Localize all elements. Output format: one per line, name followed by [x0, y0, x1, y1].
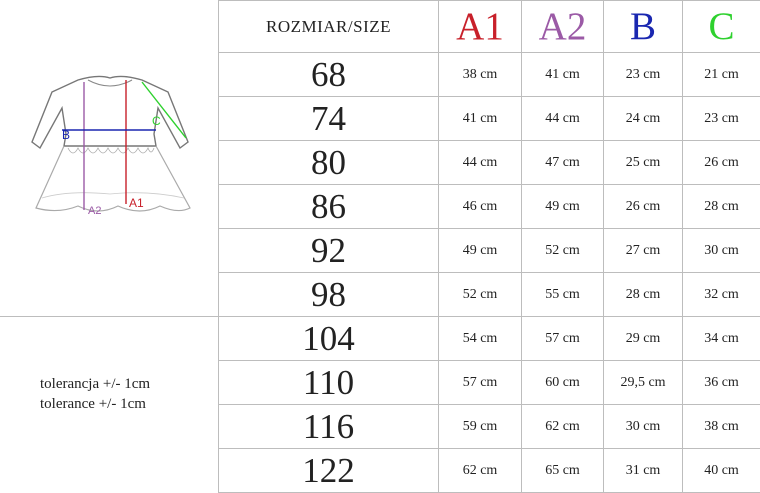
- b-cell: 31 cm: [604, 449, 683, 493]
- skirt-outline: [36, 146, 190, 211]
- size-cell: 74: [219, 97, 439, 141]
- a2-cell: 52 cm: [522, 229, 604, 273]
- skirt-tulle: [42, 193, 184, 198]
- tolerance-note: [40, 374, 150, 414]
- size-cell: 110: [219, 361, 439, 405]
- a2-cell: 57 cm: [522, 317, 604, 361]
- size-cell: 98: [219, 273, 439, 317]
- label-a1: A1: [129, 196, 144, 210]
- header-size: ROZMIAR/SIZE: [219, 1, 439, 53]
- a2-cell: 62 cm: [522, 405, 604, 449]
- a2-cell: 41 cm: [522, 53, 604, 97]
- label-c: C: [152, 114, 161, 128]
- size-table: [218, 0, 760, 493]
- dress-diagram-panel: [0, 0, 219, 317]
- size-cell: 80: [219, 141, 439, 185]
- size-cell: 92: [219, 229, 439, 273]
- b-cell: 28 cm: [604, 273, 683, 317]
- table-row: [219, 317, 760, 361]
- c-cell: 26 cm: [683, 141, 760, 185]
- a2-cell: 49 cm: [522, 185, 604, 229]
- tolerance-pl: tolerancja +/- 1cm: [40, 374, 150, 394]
- c-cell: 36 cm: [683, 361, 760, 405]
- table-row: [219, 405, 760, 449]
- a1-cell: 38 cm: [439, 53, 522, 97]
- skirt-gathers: [68, 148, 154, 153]
- b-cell: 23 cm: [604, 53, 683, 97]
- a2-cell: 47 cm: [522, 141, 604, 185]
- size-cell: 116: [219, 405, 439, 449]
- c-cell: 34 cm: [683, 317, 760, 361]
- tolerance-panel: [0, 317, 219, 492]
- c-cell: 38 cm: [683, 405, 760, 449]
- c-cell: 32 cm: [683, 273, 760, 317]
- b-cell: 27 cm: [604, 229, 683, 273]
- table-row: [219, 97, 760, 141]
- table-row: [219, 449, 760, 493]
- header-b: B: [604, 1, 683, 53]
- a1-cell: 52 cm: [439, 273, 522, 317]
- c-cell: 23 cm: [683, 97, 760, 141]
- a1-cell: 49 cm: [439, 229, 522, 273]
- c-cell: 21 cm: [683, 53, 760, 97]
- a1-cell: 62 cm: [439, 449, 522, 493]
- c-cell: 28 cm: [683, 185, 760, 229]
- c-cell: 30 cm: [683, 229, 760, 273]
- size-cell: 104: [219, 317, 439, 361]
- a2-cell: 65 cm: [522, 449, 604, 493]
- a2-cell: 60 cm: [522, 361, 604, 405]
- table-row: [219, 141, 760, 185]
- a2-cell: 55 cm: [522, 273, 604, 317]
- table-row: [219, 361, 760, 405]
- b-cell: 25 cm: [604, 141, 683, 185]
- label-b: B: [62, 128, 70, 142]
- a1-cell: 59 cm: [439, 405, 522, 449]
- b-cell: 29 cm: [604, 317, 683, 361]
- c-cell: 40 cm: [683, 449, 760, 493]
- a1-cell: 54 cm: [439, 317, 522, 361]
- b-cell: 24 cm: [604, 97, 683, 141]
- b-cell: 30 cm: [604, 405, 683, 449]
- size-cell: 68: [219, 53, 439, 97]
- size-cell: 122: [219, 449, 439, 493]
- header-c: C: [683, 1, 760, 53]
- table-header-row: [219, 1, 760, 53]
- dress-outline: [32, 76, 188, 148]
- header-a2: A2: [522, 1, 604, 53]
- table-row: [219, 273, 760, 317]
- table-row: [219, 53, 760, 97]
- a1-cell: 57 cm: [439, 361, 522, 405]
- tolerance-en: tolerance +/- 1cm: [40, 394, 150, 414]
- a1-cell: 41 cm: [439, 97, 522, 141]
- a2-cell: 44 cm: [522, 97, 604, 141]
- a1-cell: 46 cm: [439, 185, 522, 229]
- table-row: [219, 229, 760, 273]
- a1-cell: 44 cm: [439, 141, 522, 185]
- label-a2: A2: [88, 205, 101, 217]
- header-a1: A1: [439, 1, 522, 53]
- size-cell: 86: [219, 185, 439, 229]
- dress-diagram: [18, 72, 204, 222]
- table-row: [219, 185, 760, 229]
- b-cell: 29,5 cm: [604, 361, 683, 405]
- b-cell: 26 cm: [604, 185, 683, 229]
